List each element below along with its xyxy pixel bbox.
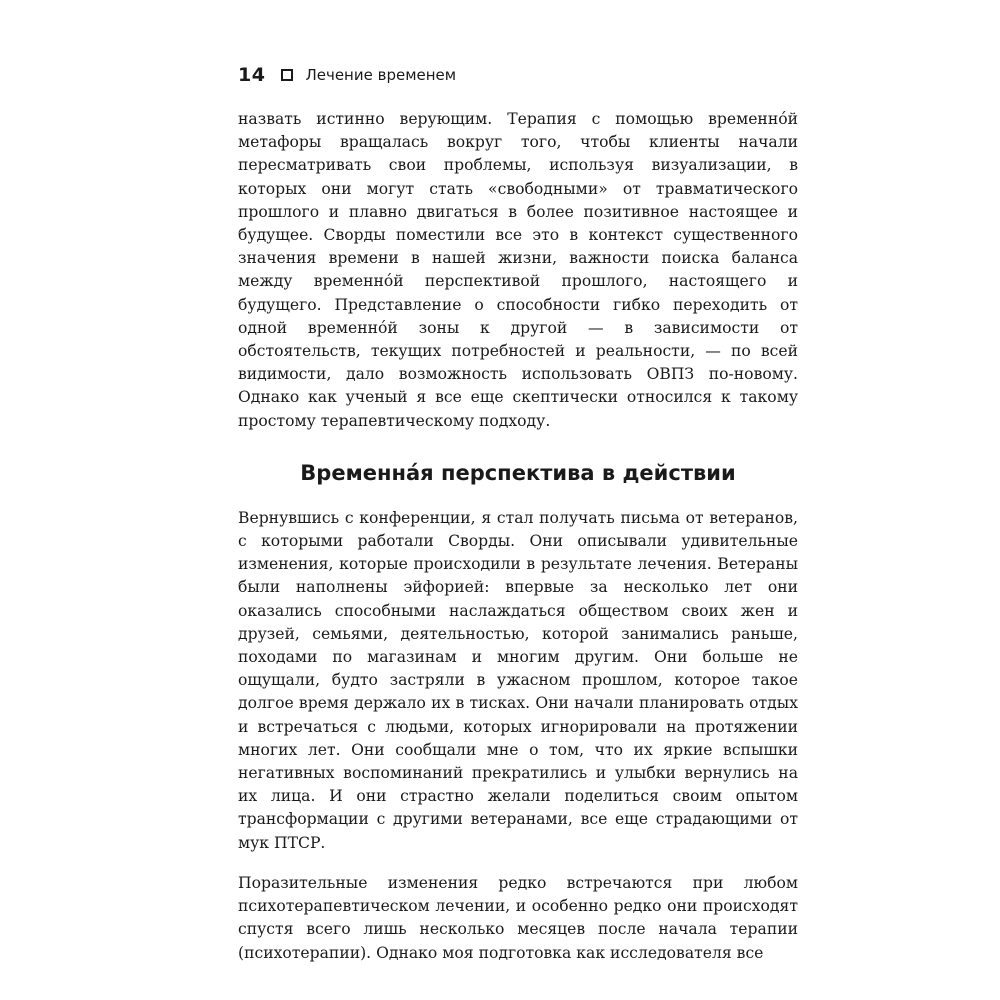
running-header [238,64,798,86]
body-paragraph: Поразительные изменения редко встречаются при любом психотерапевтическом лечении, и особенно редко они происходят спустя всего лишь несколько месяцев после начала терапии (психотерапии). Однако моя подготовка как исследователя все [238,873,798,962]
section-heading: Временнáя перспектива в действии [300,460,736,485]
hollow-square-icon [281,69,293,81]
page-body [238,108,798,965]
body-paragraph: Вернувшись с конференции, я стал получать письма от ветеранов, с которыми работали Своpды. Они описывали удивительные изменения, которые происходили в результате лечения. Ветераны были наполнены эйфорией: впервые за несколько лет они оказались способными наслаждаться обществом своих жен и друзей, семьями, деятельностью, которой занимались раньше, походами по магазинам и многим другим. Они больше не ощущали, будто застряли в ужасном прошлом, которое такое долгое время держало их в тисках. Они начали планировать отдых и встречаться с людьми, которых игнорировали на протяжении многих лет. Они сообщали мне о том, что их яркие вспышки негативных воспоминаний прекратились и улыбки вернулись на их лица. И они страстно желали поделиться своим опытом трансформации с другими ветеранами, все еще страдающими от мук ПТСР. [238,508,798,852]
running-title: Лечение временем [305,66,457,84]
page-number: 14 [238,64,266,86]
body-paragraph: назвать истинно верующим. Терапия с помощью временнóй метафоры вращалась вокруг того, чтобы клиенты начали пересматривать свои проблемы, используя визуализации, в которых они могут стать «свободными» от травматического прошлого и плавно двигаться в более позитивное настоящее и будущее. Своpды поместили все это в контекст существенного значения времени в нашей жизни, важности поиска баланса между временнóй перспективой прошлого, настоящего и будущего. Представление о способности гибко переходить от одной временнóй зоны к другой — в зависимости от обстоятельств, текущих потребностей и реальности, — по всей видимости, дало возможность использовать ОВПЗ по-новому. Однако как ученый я все еще скептически относился к такому простому терапевтическому подходу. [238,110,798,430]
